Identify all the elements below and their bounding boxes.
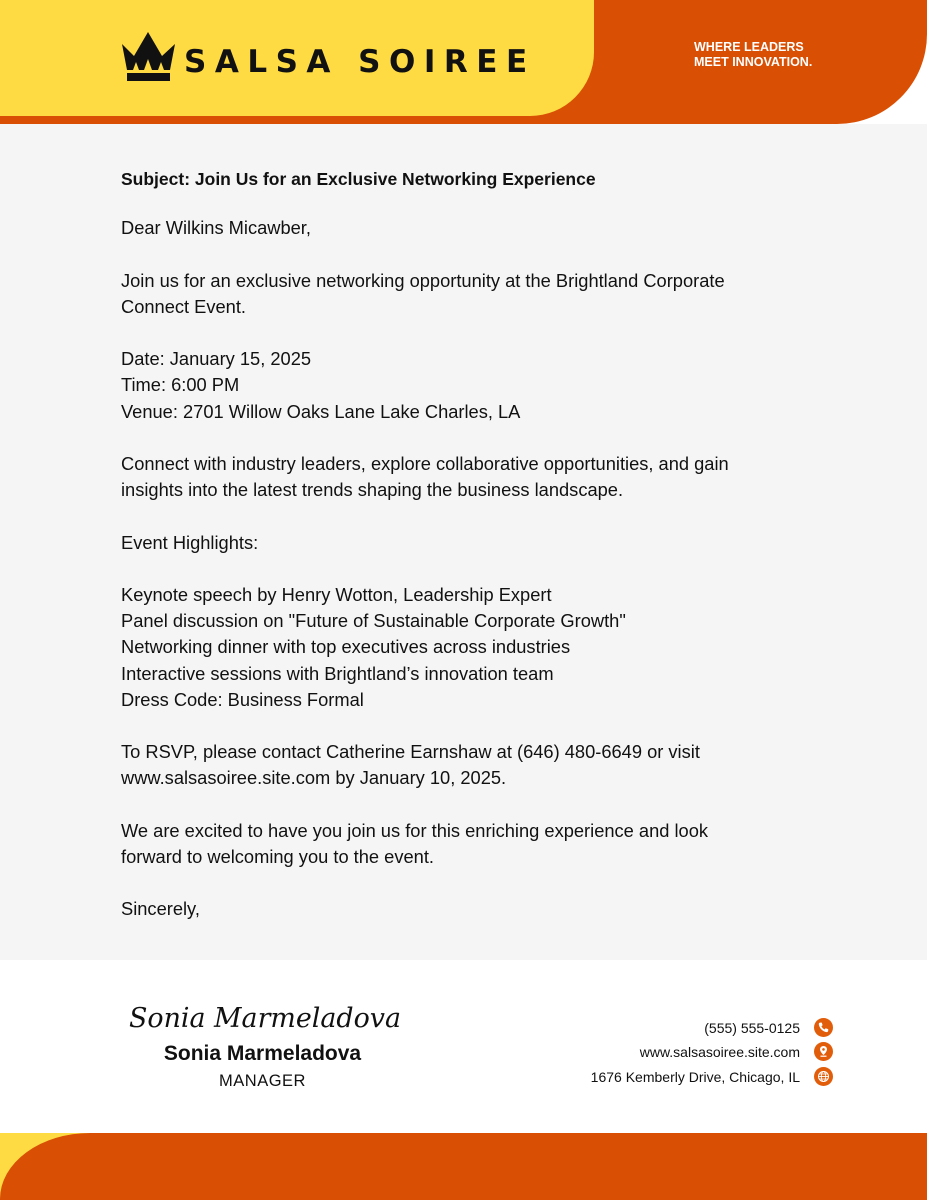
highlights-list <box>121 582 811 713</box>
highlights-heading: Event Highlights: <box>121 531 259 553</box>
letter-subject: Subject: Join Us for an Exclusive Networking Experience <box>121 169 596 189</box>
crown-logo-icon <box>120 30 177 82</box>
highlight-item: Panel discussion on "Future of Sustainable Corporate Growth" <box>121 610 626 632</box>
bottom-orange-band <box>0 1133 927 1200</box>
closing-line: We are excited to have you join us for this enriching experience and look <box>121 819 709 841</box>
event-venue: Venue: 2701 Willow Oaks Lane Lake Charles, LA <box>121 400 521 422</box>
rsvp-paragraph <box>121 739 811 791</box>
closing-paragraph <box>121 818 811 870</box>
contact-phone <box>0 1018 927 1038</box>
header-banner <box>0 0 927 124</box>
location-pin-icon <box>814 1042 833 1061</box>
contact-website <box>0 1042 927 1062</box>
contact-address-text: 1676 Kemberly Drive, Chicago, IL <box>590 1069 800 1085</box>
contact-address <box>0 1067 927 1087</box>
phone-icon <box>814 1018 833 1037</box>
contact-phone-text: (555) 555-0125 <box>704 1020 800 1036</box>
event-details <box>121 346 811 425</box>
connect-line: Connect with industry leaders, explore collaborative opportunities, and gain <box>121 452 729 474</box>
tagline-line-2: MEET INNOVATION. <box>694 55 813 69</box>
signatory-title: MANAGER <box>219 1072 306 1090</box>
intro-line: Connect Event. <box>121 295 246 317</box>
letter-greeting: Dear Wilkins Micawber, <box>121 217 311 239</box>
letter-body <box>121 166 811 949</box>
intro-paragraph <box>121 268 811 320</box>
highlight-item: Interactive sessions with Brightland’s innovation team <box>121 662 554 684</box>
connect-paragraph <box>121 451 811 503</box>
rsvp-line: To RSVP, please contact Catherine Earnshaw at (646) 480-6649 or visit <box>121 741 700 763</box>
event-time: Time: 6:00 PM <box>121 374 240 396</box>
svg-text:Sonia Marmeladova: Sonia Marmeladova <box>129 1003 401 1034</box>
sign-off: Sincerely, <box>121 898 200 920</box>
highlight-item: Keynote speech by Henry Wotton, Leadership Expert <box>121 583 552 605</box>
highlight-item: Dress Code: Business Formal <box>121 688 364 710</box>
brand-tagline <box>694 40 894 70</box>
closing-line: forward to welcoming you to the event. <box>121 845 434 867</box>
connect-line: insights into the latest trends shaping the business landscape. <box>121 479 624 501</box>
contact-website-text: www.salsasoiree.site.com <box>639 1044 800 1060</box>
globe-icon <box>814 1067 833 1086</box>
intro-line: Join us for an exclusive networking opportunity at the Brightland Corporate <box>121 269 725 291</box>
brand-name: SALSA SOIREE <box>184 44 536 80</box>
signatory-name: Sonia Marmeladova <box>163 1042 362 1065</box>
event-date: Date: January 15, 2025 <box>121 348 312 370</box>
highlight-item: Networking dinner with top executives across industries <box>121 636 571 658</box>
rsvp-line: www.salsasoiree.site.com by January 10, 2025. <box>121 767 507 789</box>
tagline-line-1: WHERE LEADERS <box>694 40 804 54</box>
